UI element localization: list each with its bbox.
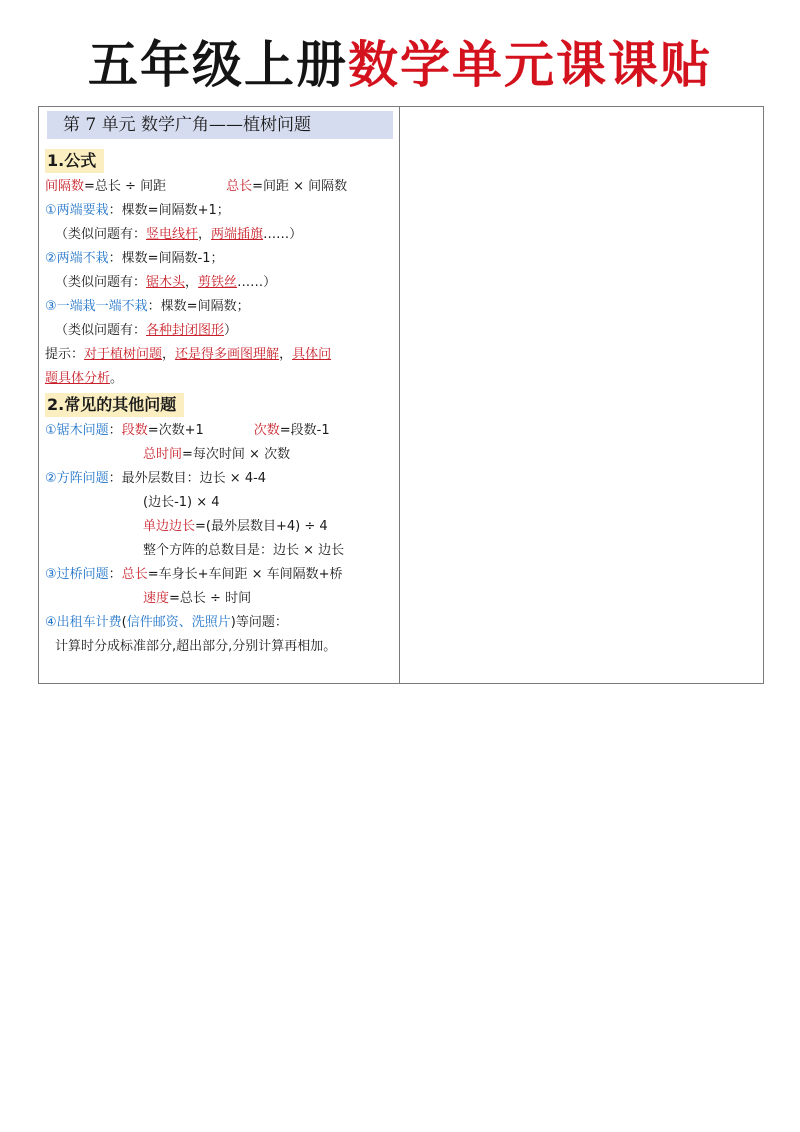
unit-header: 第 7 单元 数学广角——植树问题 [47, 111, 393, 139]
page-title [0, 30, 800, 100]
lesson-sheet [38, 106, 764, 684]
term-interval-count: 间隔数 [45, 179, 85, 194]
examples-separator: ， [198, 227, 212, 242]
case-number: ③ [45, 299, 57, 314]
case-formula: ：棵数=间隔数+1； [108, 203, 230, 218]
formula-segments: =次数+1 [147, 423, 204, 438]
formula-interval: =总长 ÷ 间距 [84, 179, 167, 194]
tip-text: 具体问 [292, 347, 332, 362]
case-formula: ：棵数=间隔数-1； [108, 251, 224, 266]
examples-suffix: ） [224, 323, 238, 338]
bridge-speed [45, 587, 393, 611]
saw-wood-time [45, 443, 393, 467]
taxi-fare-problem [45, 611, 393, 635]
problem-number: ③ [45, 567, 57, 582]
formula-side-length: =(最外层数目+4) ÷ 4 [195, 519, 328, 534]
right-column-empty [400, 107, 763, 683]
tip-line [45, 367, 393, 391]
examples-suffix: ……） [263, 227, 303, 242]
taxi-fare-note: 计算时分成标准部分,超出部分,分别计算再相加。 [55, 639, 337, 654]
formula-total-time: =每次时间 × 次数 [182, 447, 291, 462]
problem-number: ④ [45, 615, 57, 630]
title-subject: 数学单元课课贴 [348, 35, 712, 94]
examples-prefix: （类似问题有： [55, 227, 147, 242]
problem-number: ① [45, 423, 57, 438]
tip-label: 提示： [45, 347, 85, 362]
formula-speed: =总长 ÷ 时间 [169, 591, 252, 606]
examples-prefix: （类似问题有： [55, 275, 147, 290]
case-name: 一端栽一端不栽 [56, 299, 148, 314]
case-formula: ：棵数=间隔数； [147, 299, 250, 314]
tip-line [45, 343, 393, 367]
examples-suffix: ……） [237, 275, 277, 290]
case-number: ② [45, 251, 57, 266]
formula-outer-layer: ：最外层数目：边长 × 4-4 [108, 471, 267, 486]
case-name: 两端要栽 [56, 203, 109, 218]
formula-line [45, 175, 393, 199]
square-array-total: 整个方阵的总数目是：边长 × 边长 [143, 543, 345, 558]
example-item: 各种封闭图形 [146, 323, 225, 338]
left-column [39, 107, 400, 683]
example-item: 剪铁丝 [198, 275, 238, 290]
formula-bridge-length: =车身长+车间距 × 车间隔数+桥 [147, 567, 343, 582]
tip-text: 还是得多画图理解 [175, 347, 280, 362]
section-other-problems-heading: 2.常见的其他问题 [45, 393, 184, 417]
case-examples [45, 319, 393, 343]
term-total-time: 总时间 [143, 447, 183, 462]
bridge-problem [45, 563, 393, 587]
tip-separator: ， [279, 347, 293, 362]
square-array-side [45, 515, 393, 539]
case-no-ends [45, 247, 393, 271]
formula-cuts: =段数-1 [279, 423, 330, 438]
case-examples [45, 271, 393, 295]
square-array-problem [45, 467, 393, 491]
case-both-ends [45, 199, 393, 223]
term-total-length: 总长 [226, 179, 253, 194]
examples-separator: ， [185, 275, 199, 290]
problem-name: 过桥问题 [56, 567, 109, 582]
title-grade: 五年级上册 [88, 35, 348, 94]
examples-prefix: （类似问题有： [55, 323, 147, 338]
term-total-length: 总长 [121, 567, 148, 582]
similar-problems: 信件邮资、洗照片 [126, 615, 231, 630]
problem-name: 方阵问题 [56, 471, 109, 486]
formula-total: =间距 × 间隔数 [252, 179, 348, 194]
problem-colon: ： [108, 567, 122, 582]
term-segments: 段数 [121, 423, 148, 438]
tip-end: 。 [110, 371, 124, 386]
square-array-line: (边长-1) × 4 [143, 495, 220, 510]
case-name: 两端不栽 [56, 251, 109, 266]
problem-name: 锯木问题 [56, 423, 109, 438]
tip-text: 题具体分析 [45, 371, 111, 386]
saw-wood-problem [45, 419, 393, 443]
case-examples [45, 223, 393, 247]
paren-close: )等问题： [230, 615, 288, 630]
case-one-end [45, 295, 393, 319]
term-speed: 速度 [143, 591, 170, 606]
case-number: ① [45, 203, 57, 218]
tip-separator: ， [162, 347, 176, 362]
term-side-length: 单边边长 [143, 519, 196, 534]
example-item: 两端插旗 [211, 227, 264, 242]
problem-colon: ： [108, 423, 122, 438]
tip-text: 对于植树问题 [84, 347, 163, 362]
section-formulas-heading: 1.公式 [45, 149, 104, 173]
paren-open: ( [121, 615, 127, 630]
term-cuts: 次数 [253, 423, 280, 438]
problem-number: ② [45, 471, 57, 486]
example-item: 锯木头 [146, 275, 186, 290]
problem-name: 出租车计费 [56, 615, 122, 630]
example-item: 竖电线杆 [146, 227, 199, 242]
